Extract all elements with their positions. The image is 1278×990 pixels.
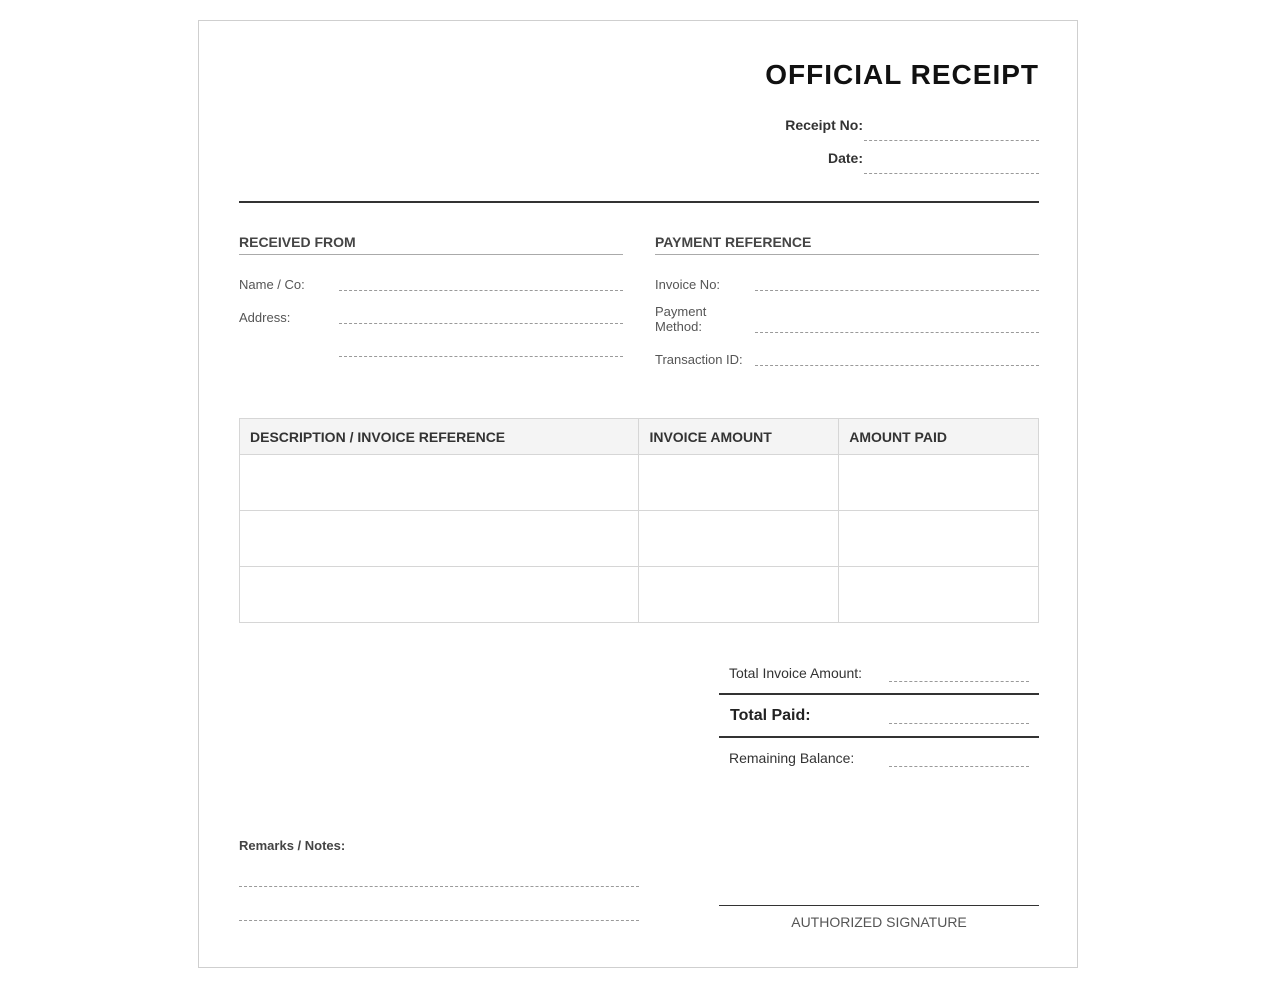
totals-rule-top	[719, 693, 1039, 695]
address-field-line-2[interactable]	[339, 356, 623, 357]
table-row	[240, 455, 1039, 511]
remarks-field-line-1[interactable]	[239, 886, 639, 887]
payment-items-table	[239, 418, 1039, 623]
address-field-line-1[interactable]	[339, 323, 623, 324]
transaction-id-label: Transaction ID:	[655, 352, 743, 367]
receipt-form	[198, 20, 1078, 968]
description-cell[interactable]	[240, 567, 639, 623]
payment-method-label-line-1: Payment	[655, 304, 707, 319]
invoice-no-field[interactable]	[755, 290, 1039, 291]
invoice-amount-cell[interactable]	[639, 455, 839, 511]
receipt-title: OFFICIAL RECEIPT	[765, 59, 1039, 90]
signature-line[interactable]	[719, 905, 1039, 906]
header-divider	[239, 201, 1039, 203]
table-row	[240, 567, 1039, 623]
payment-reference-rule	[655, 254, 1039, 255]
received-from-title: RECEIVED FROM	[239, 234, 356, 250]
name-label: Name / Co:	[239, 277, 305, 292]
total-paid-field[interactable]	[889, 723, 1029, 724]
remarks-field-line-2[interactable]	[239, 920, 639, 921]
payment-reference-title: PAYMENT REFERENCE	[655, 234, 812, 250]
column-header-description: DESCRIPTION / INVOICE REFERENCE	[240, 419, 639, 455]
invoice-no-label: Invoice No:	[655, 277, 721, 292]
receipt-no-label: Receipt No:	[785, 117, 863, 133]
payment-method-label-line-2: Method:	[655, 319, 702, 334]
totals-rule-bottom	[719, 736, 1039, 738]
authorized-signature-label: AUTHORIZED SIGNATURE	[791, 914, 967, 930]
remarks-label: Remarks / Notes:	[239, 838, 346, 853]
table-header-row	[240, 419, 1039, 455]
payment-method-field[interactable]	[755, 332, 1039, 333]
received-from-rule	[239, 254, 623, 255]
amount-paid-cell[interactable]	[839, 567, 1039, 623]
invoice-amount-cell[interactable]	[639, 567, 839, 623]
payment-method-label	[655, 304, 706, 334]
receipt-no-field[interactable]	[864, 140, 1039, 141]
remaining-balance-field[interactable]	[889, 766, 1029, 767]
column-header-amount-paid: AMOUNT PAID	[839, 419, 1039, 455]
total-invoice-amount-label: Total Invoice Amount:	[729, 665, 863, 681]
transaction-id-field[interactable]	[755, 365, 1039, 366]
date-field[interactable]	[864, 173, 1039, 174]
remaining-balance-label: Remaining Balance:	[729, 750, 855, 766]
name-field[interactable]	[339, 290, 623, 291]
amount-paid-cell[interactable]	[839, 511, 1039, 567]
total-invoice-amount-field[interactable]	[889, 681, 1029, 682]
description-cell[interactable]	[240, 455, 639, 511]
amount-paid-cell[interactable]	[839, 455, 1039, 511]
column-header-invoice-amount: INVOICE AMOUNT	[639, 419, 839, 455]
invoice-amount-cell[interactable]	[639, 511, 839, 567]
address-label: Address:	[239, 310, 291, 325]
description-cell[interactable]	[240, 511, 639, 567]
date-label: Date:	[827, 150, 863, 166]
table-row	[240, 511, 1039, 567]
total-paid-label: Total Paid:	[730, 707, 811, 724]
